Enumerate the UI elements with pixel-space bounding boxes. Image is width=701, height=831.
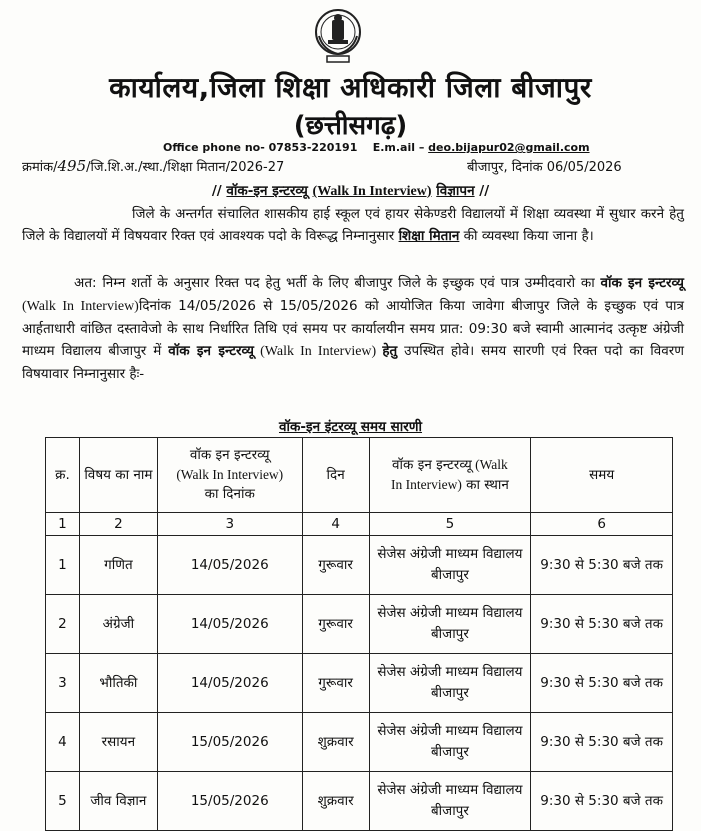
walk-in-bold-1: वॉक इन इन्टरव्यू: [600, 275, 684, 291]
paragraph-2-text-b: दिनांक 14/05/2026 से 15/05/2026 को आयोजित किया जावेगा बीजापुर जिले के इच्छुक एवं पात्र आर्हताधारी वांछित दस्तावेजो के साथ निर्धारित तिथि एवं समय पर कार्यालयीन समय प्रात: 09:30 बजे स्वामी आत्मानंद उत्कृष्ट अंग्रेजी माध्यम विद्यालय बीजापुर में: [22, 298, 685, 359]
paragraph-2-text-c: उपस्थित होवे। समय सारणी एवं रिक्त पदो का विवरण विषयावार निम्नानुसार हैः-: [22, 343, 684, 382]
cell-day: गुरूवार: [302, 654, 369, 713]
table-row: [46, 713, 673, 772]
paragraph-1-end: की व्यवस्था किया जाना है।: [459, 228, 594, 244]
cell-day: गुरूवार: [302, 595, 369, 654]
heading-slashes-start: //: [211, 183, 227, 199]
table-row: [46, 536, 673, 595]
paragraph-2: [22, 272, 684, 385]
cell-time: 9:30 से 5:30 बजे तक: [531, 713, 673, 772]
cell-time: 9:30 से 5:30 बजे तक: [531, 536, 673, 595]
heading-english: (Walk In Interview): [312, 184, 432, 199]
cell-venue: सेजेस अंग्रेजी माध्यम विद्यालय बीजापुर: [369, 536, 531, 595]
table-header-row: [46, 438, 673, 513]
column-number: 3: [157, 513, 302, 536]
cell-venue: सेजेस अंग्रेजी माध्यम विद्यालय बीजापुर: [369, 713, 531, 772]
schedule-title: वॉक-इन इंटरव्यू समय सारणी: [278, 419, 423, 435]
reference-suffix: /जि.शि.अ./स्था./शिक्षा मितान/2026-27: [86, 160, 285, 175]
cell-subject: जीव विज्ञान: [79, 772, 157, 831]
cell-sno: 3: [46, 654, 80, 713]
cell-time: 9:30 से 5:30 बजे तक: [531, 772, 673, 831]
cell-sno: 4: [46, 713, 80, 772]
cell-date: 14/05/2026: [157, 536, 302, 595]
cell-day: गुरूवार: [302, 536, 369, 595]
cell-time: 9:30 से 5:30 बजे तक: [531, 595, 673, 654]
place-date: बीजापुर, दिनांक 06/05/2026: [467, 160, 622, 175]
cell-venue: सेजेस अंग्रेजी माध्यम विद्यालय बीजापुर: [369, 772, 531, 831]
walk-in-bold-2: वॉक इन इन्टरव्यू: [168, 343, 254, 359]
schedule-table: [45, 437, 673, 831]
header-subject: विषय का नाम: [79, 438, 157, 513]
table-row: [46, 772, 673, 831]
paragraph-1-text: जिले के अन्तर्गत संचालित शासकीय हाई स्कूल एवं हायर सेकेण्डरी विद्यालयों में शिक्षा व्यवस्था में सुधार करने हेतु जिले के विद्यालयों में विषयवार रिक्त एवं आवश्यक पदो के विरूद्ध निम्नानुसार: [22, 206, 684, 244]
reference-line: [22, 157, 682, 175]
cell-time: 9:30 से 5:30 बजे तक: [531, 654, 673, 713]
cell-day: शुक्रवार: [302, 713, 369, 772]
header-sno: क्र.: [46, 438, 80, 513]
state-emblem-icon: [313, 6, 363, 64]
cell-venue: सेजेस अंग्रेजी माध्यम विद्यालय बीजापुर: [369, 595, 531, 654]
table-row: [46, 595, 673, 654]
cell-date: 15/05/2026: [157, 713, 302, 772]
paragraph-1: [22, 203, 684, 247]
column-number-row: [46, 513, 673, 536]
walk-in-english-1: (Walk In Interview): [22, 299, 139, 314]
table-row: [46, 654, 673, 713]
column-number: 2: [79, 513, 157, 536]
paragraph-2-text-a: अत: निम्न शर्तो के अनुसार रिक्त पद हेतु भर्ती के लिए बीजापुर जिले के इच्छुक एवं पात्र उम्मीदवारो का: [74, 275, 601, 291]
cell-date: 14/05/2026: [157, 595, 302, 654]
cell-date: 15/05/2026: [157, 772, 302, 831]
office-title: कार्यालय,जिला शिक्षा अधिकारी जिला बीजापुर: [109, 71, 592, 104]
cell-subject: रसायन: [79, 713, 157, 772]
shiksha-mitan-bold: शिक्षा मितान: [398, 228, 460, 244]
office-phone: Office phone no- 07853-220191: [163, 141, 358, 154]
cell-sno: 5: [46, 772, 80, 831]
cell-date: 14/05/2026: [157, 654, 302, 713]
hetu-bold: हेतु: [382, 343, 398, 359]
column-number: 1: [46, 513, 80, 536]
heading-slashes-end: //: [474, 183, 490, 199]
reference-prefix: क्रमांक/: [22, 160, 58, 175]
state-name: (छत्तीसगढ़): [293, 111, 408, 141]
heading-word: विज्ञापन: [436, 183, 475, 199]
column-number: 5: [369, 513, 531, 536]
cell-subject: गणित: [79, 536, 157, 595]
column-number: 4: [302, 513, 369, 536]
cell-day: शुक्रवार: [302, 772, 369, 831]
cell-subject: भौतिकी: [79, 654, 157, 713]
header-time: समय: [531, 438, 673, 513]
cell-sno: 1: [46, 536, 80, 595]
cell-venue: सेजेस अंग्रेजी माध्यम विद्यालय बीजापुर: [369, 654, 531, 713]
header-venue: वॉक इन इन्टरव्यू (Walk In Interview) का स्थान: [369, 438, 531, 513]
contact-line: [163, 141, 590, 154]
email-address[interactable]: deo.bijapur02@gmail.com: [428, 141, 590, 154]
header-day: दिन: [302, 438, 369, 513]
heading-hindi: वॉक-इन इन्टरव्यू: [226, 183, 308, 199]
column-number: 6: [531, 513, 673, 536]
cell-subject: अंग्रेजी: [79, 595, 157, 654]
notice-heading: [0, 181, 701, 200]
email-label: E.m.ail –: [372, 141, 425, 154]
reference-number: 495: [57, 157, 87, 175]
cell-sno: 2: [46, 595, 80, 654]
header-date: वॉक इन इन्टरव्यू (Walk In Interview) का दिनांक: [157, 438, 302, 513]
walk-in-english-2: (Walk In Interview): [254, 344, 383, 359]
